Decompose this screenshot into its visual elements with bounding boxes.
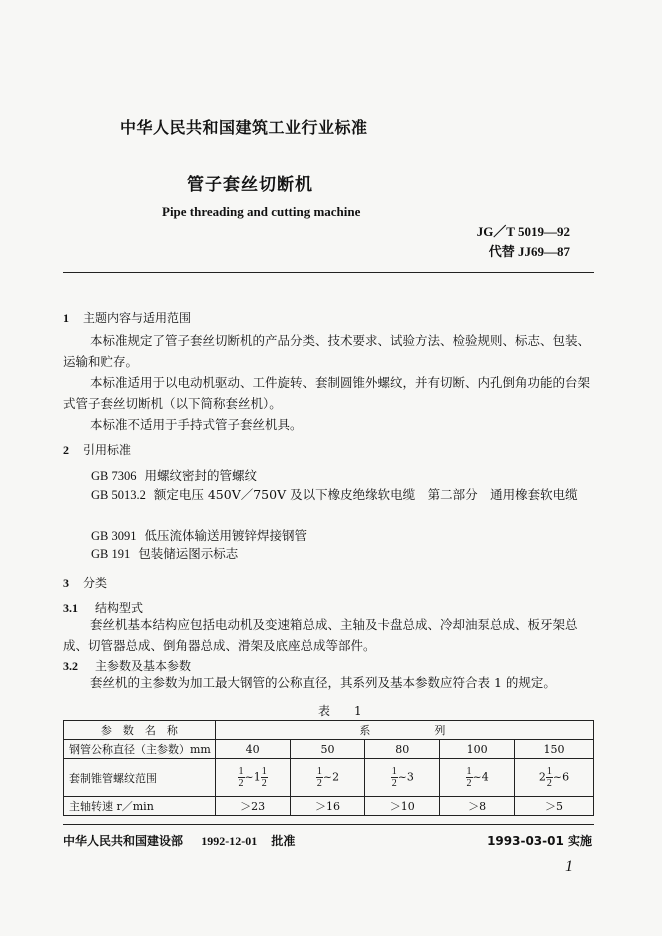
standard-number-block: [477, 222, 570, 262]
subsection-title: 结构型式: [95, 601, 144, 615]
approval-line: [63, 832, 295, 849]
section-title: 分类: [83, 576, 108, 590]
replaces-number: 代替 JJ69—87: [488, 244, 570, 259]
header-rule: [63, 272, 594, 273]
section-num: 3: [63, 576, 69, 590]
title-en: Pipe threading and cutting machine: [162, 204, 361, 219]
param-header: 参 数 名 称: [64, 721, 216, 740]
fraction: $\frac{1}{2}$: [316, 766, 322, 789]
page-number: 1: [565, 858, 573, 875]
effective-date: 1993-03-01 实施: [487, 834, 592, 848]
s31-paragraph: 套丝机基本结构应包括电动机及变速箱总成、主轴及卡盘总成、冷却油泵总成、板牙架总成、切管器总成、倒角器总成、滑架及底座总成等部件。: [63, 617, 578, 653]
issuing-category: 中华人民共和国建筑工业行业标准: [120, 118, 368, 137]
table-cell: 50: [290, 740, 365, 759]
s1-p2: 本标准适用于以电动机驱动、工件旋转、套制圆锥外螺纹，并有切断、内孔倒角功能的台架式管子套丝切断机（以下简称套丝机）。: [63, 375, 591, 411]
series-header: 系 列: [215, 721, 593, 740]
s1-p1: 本标准规定了管子套丝切断机的产品分类、技术要求、试验方法、检验规则、标志、包装、运输和贮存。: [63, 333, 591, 369]
section-num: 2: [63, 443, 69, 457]
s32-paragraph: 套丝机的主参数为加工最大钢管的公称直径，其系列及基本参数应符合表 1 的规定。: [90, 675, 556, 690]
ref-item: [63, 484, 594, 506]
row-label: 套制锥管螺纹范围: [64, 759, 216, 797]
table-cell: ＞10: [365, 797, 440, 816]
ref-code: GB 5013.2: [91, 488, 146, 502]
fraction: $\frac{1}{2}$: [261, 766, 267, 789]
standard-number: JG／T 5019—92: [476, 224, 570, 239]
ref-item: [91, 544, 238, 562]
table-header-row: [64, 721, 594, 740]
table-cell: ＞23: [215, 797, 290, 816]
table-cell: $\frac{1}{2}$ ~3: [365, 759, 440, 797]
fraction: $\frac{1}{2}$: [466, 766, 472, 789]
table-cell: $\frac{1}{2}$ ~4: [440, 759, 515, 797]
section-2-heading: [63, 441, 131, 458]
table-cell: 80: [365, 740, 440, 759]
table-cell: $\frac{1}{2}$ ~1 $\frac{1}{2}$: [215, 759, 290, 797]
section-1-heading: [63, 309, 191, 326]
fraction: $\frac{1}{2}$: [238, 766, 244, 789]
fraction: $\frac{1}{2}$: [391, 766, 397, 789]
ref-item: [91, 466, 257, 484]
footer-rule: [63, 824, 594, 825]
table-cell: ＞8: [440, 797, 515, 816]
table-caption: 表 1: [318, 704, 368, 718]
table-cell: ＞5: [515, 797, 594, 816]
title-cn: 管子套丝切断机: [187, 175, 313, 195]
paragraph: [63, 330, 594, 435]
issuer: 中华人民共和国建设部: [63, 834, 184, 848]
table-row: [64, 759, 594, 797]
table-row: [64, 740, 594, 759]
row-label: 钢管公称直径（主参数）mm: [64, 740, 216, 759]
fraction: $\frac{1}{2}$: [546, 766, 552, 789]
ref-title: 额定电压 450V／750V 及以下橡皮绝缘软电缆 第二部分 通用橡套软电缆: [153, 487, 578, 502]
table-cell: 2 $\frac{1}{2}$ ~6: [515, 759, 594, 797]
subsection-title: 主参数及基本参数: [95, 659, 192, 673]
section-num: 1: [63, 311, 69, 325]
section-3-heading: [63, 574, 107, 591]
ref-title: 用螺纹密封的管螺纹: [144, 468, 258, 483]
table-cell: 40: [215, 740, 290, 759]
subsection-num: 3.1: [63, 601, 78, 615]
table-row: [64, 797, 594, 816]
row-label: 主轴转速 r／min: [64, 797, 216, 816]
approve-date: 1992-12-01: [201, 834, 258, 848]
subsection-num: 3.2: [63, 659, 78, 673]
ref-code: GB 7306: [91, 469, 137, 483]
ref-title: 低压流体输送用镀锌焊接钢管: [144, 528, 308, 543]
ref-code: GB 191: [91, 547, 131, 561]
s1-p3: 本标准不适用于手持式管子套丝机具。: [90, 417, 303, 432]
ref-title: 包装储运图示标志: [138, 546, 239, 561]
ref-item: [91, 526, 307, 544]
section-title: 引用标准: [83, 443, 132, 457]
parameter-table: [63, 720, 594, 816]
section-title: 主题内容与适用范围: [83, 311, 192, 325]
table-cell: 150: [515, 740, 594, 759]
ref-code: GB 3091: [91, 529, 137, 543]
table-cell: 100: [440, 740, 515, 759]
approve-label: 批准: [271, 834, 296, 848]
table-cell: $\frac{1}{2}$ ~2: [290, 759, 365, 797]
table-cell: ＞16: [290, 797, 365, 816]
